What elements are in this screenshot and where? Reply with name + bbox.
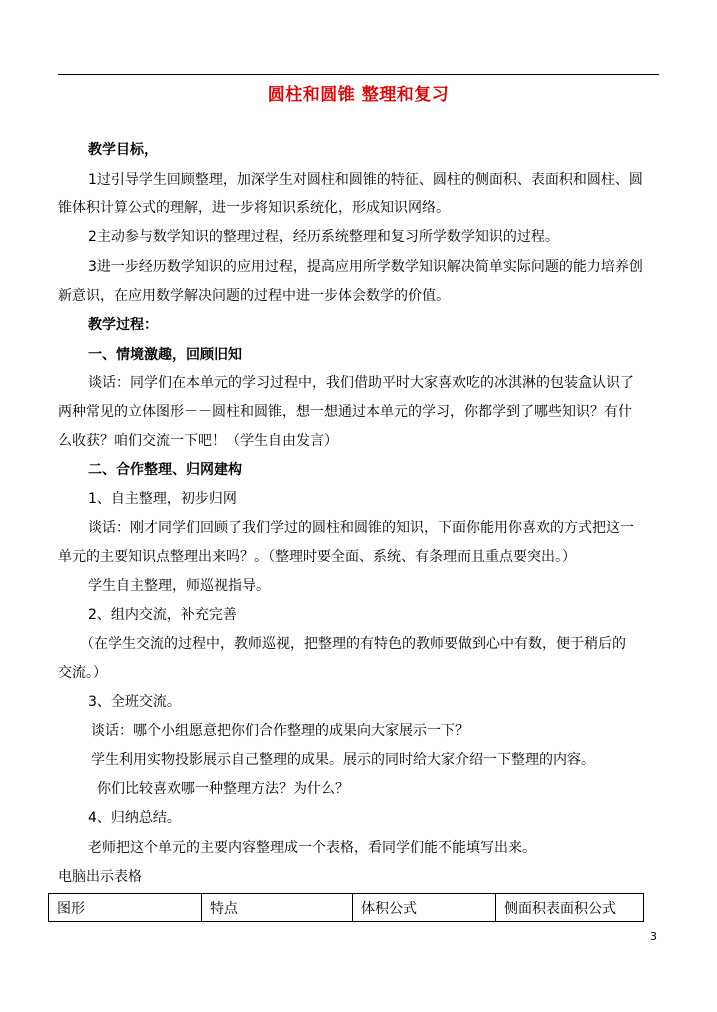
- table-header-cell: 体积公式: [353, 894, 496, 922]
- page-title: 圆柱和圆锥 整理和复习: [267, 85, 450, 105]
- section-heading-2: 二、合作整理、归网建构: [88, 462, 242, 478]
- paragraph-line: 锥体积计算公式的理解，进一步将知识系统化，形成知识网络。: [58, 200, 450, 216]
- paragraph-line: 学生利用实物投影展示自己整理的成果。展示的同时给大家介绍一下整理的内容。: [91, 752, 595, 768]
- paragraph-line: 3、全班交流。: [88, 694, 181, 710]
- paragraph-line: 谈话：同学们在本单元的学习过程中，我们借助平时大家喜欢吃的冰淇淋的包装盒认识了: [88, 375, 634, 391]
- paragraph-line: 老师把这个单元的主要内容整理成一个表格，看同学们能不能填写出来。: [88, 840, 536, 856]
- table-header-cell: 侧面积表面积公式: [496, 894, 644, 922]
- paragraph-line: 两种常见的立体图形－－圆柱和圆锥，想一想通过本单元的学习，你都学到了哪些知识？有什: [58, 404, 632, 420]
- table-row: [49, 894, 644, 922]
- process-heading: 教学过程：: [88, 317, 158, 333]
- paragraph-line: 1、自主整理，初步归网: [88, 491, 237, 507]
- table-header-cell: 特点: [202, 894, 353, 922]
- paragraph-line: 3进一步经历数学知识的应用过程，提高应用所学数学知识解决简单实际问题的能力培养创: [88, 259, 643, 275]
- paragraph-line: 学生自主整理，师巡视指导。: [88, 578, 270, 594]
- paragraph-line: 新意识，在应用数学解决问题的过程中进一步体会数学的价值。: [58, 288, 450, 304]
- header-rule: [58, 74, 659, 75]
- paragraph-line: （在学生交流的过程中，教师巡视，把整理的有特色的教师要做到心中有数，便于稍后的: [80, 636, 626, 652]
- paragraph-line: 电脑出示表格: [58, 869, 142, 885]
- objectives-heading: 教学目标，: [88, 142, 158, 158]
- page-number: 3: [650, 930, 657, 943]
- paragraph-line: 交流。）: [58, 665, 107, 681]
- table-header-cell: 图形: [49, 894, 202, 922]
- paragraph-line: 4、归纳总结。: [88, 810, 181, 826]
- paragraph-line: 单元的主要知识点整理出来吗？。（整理时要全面、系统、有条理而且重点要突出。）: [58, 549, 576, 565]
- paragraph-line: 你们比较喜欢哪一种整理方法？为什么？: [97, 781, 349, 797]
- section-heading-1: 一、情境激趣，回顾旧知: [88, 347, 242, 363]
- paragraph-line: 谈话：哪个小组愿意把你们合作整理的成果向大家展示一下？: [91, 723, 469, 739]
- paragraph-line: 么收获？咱们交流一下吧！（学生自由发言）: [58, 433, 338, 449]
- paragraph-line: 2、组内交流，补充完善: [88, 607, 237, 623]
- summary-table: [48, 893, 644, 922]
- paragraph-line: 谈话：刚才同学们回顾了我们学过的圆柱和圆锥的知识，下面你能用你喜欢的方式把这一: [88, 520, 634, 536]
- paragraph-line: 2主动参与数学知识的整理过程，经历系统整理和复习所学数学知识的过程。: [88, 229, 559, 245]
- paragraph-line: 1过引导学生回顾整理，加深学生对圆柱和圆锥的特征、圆柱的侧面积、表面积和圆柱、圆: [88, 172, 643, 188]
